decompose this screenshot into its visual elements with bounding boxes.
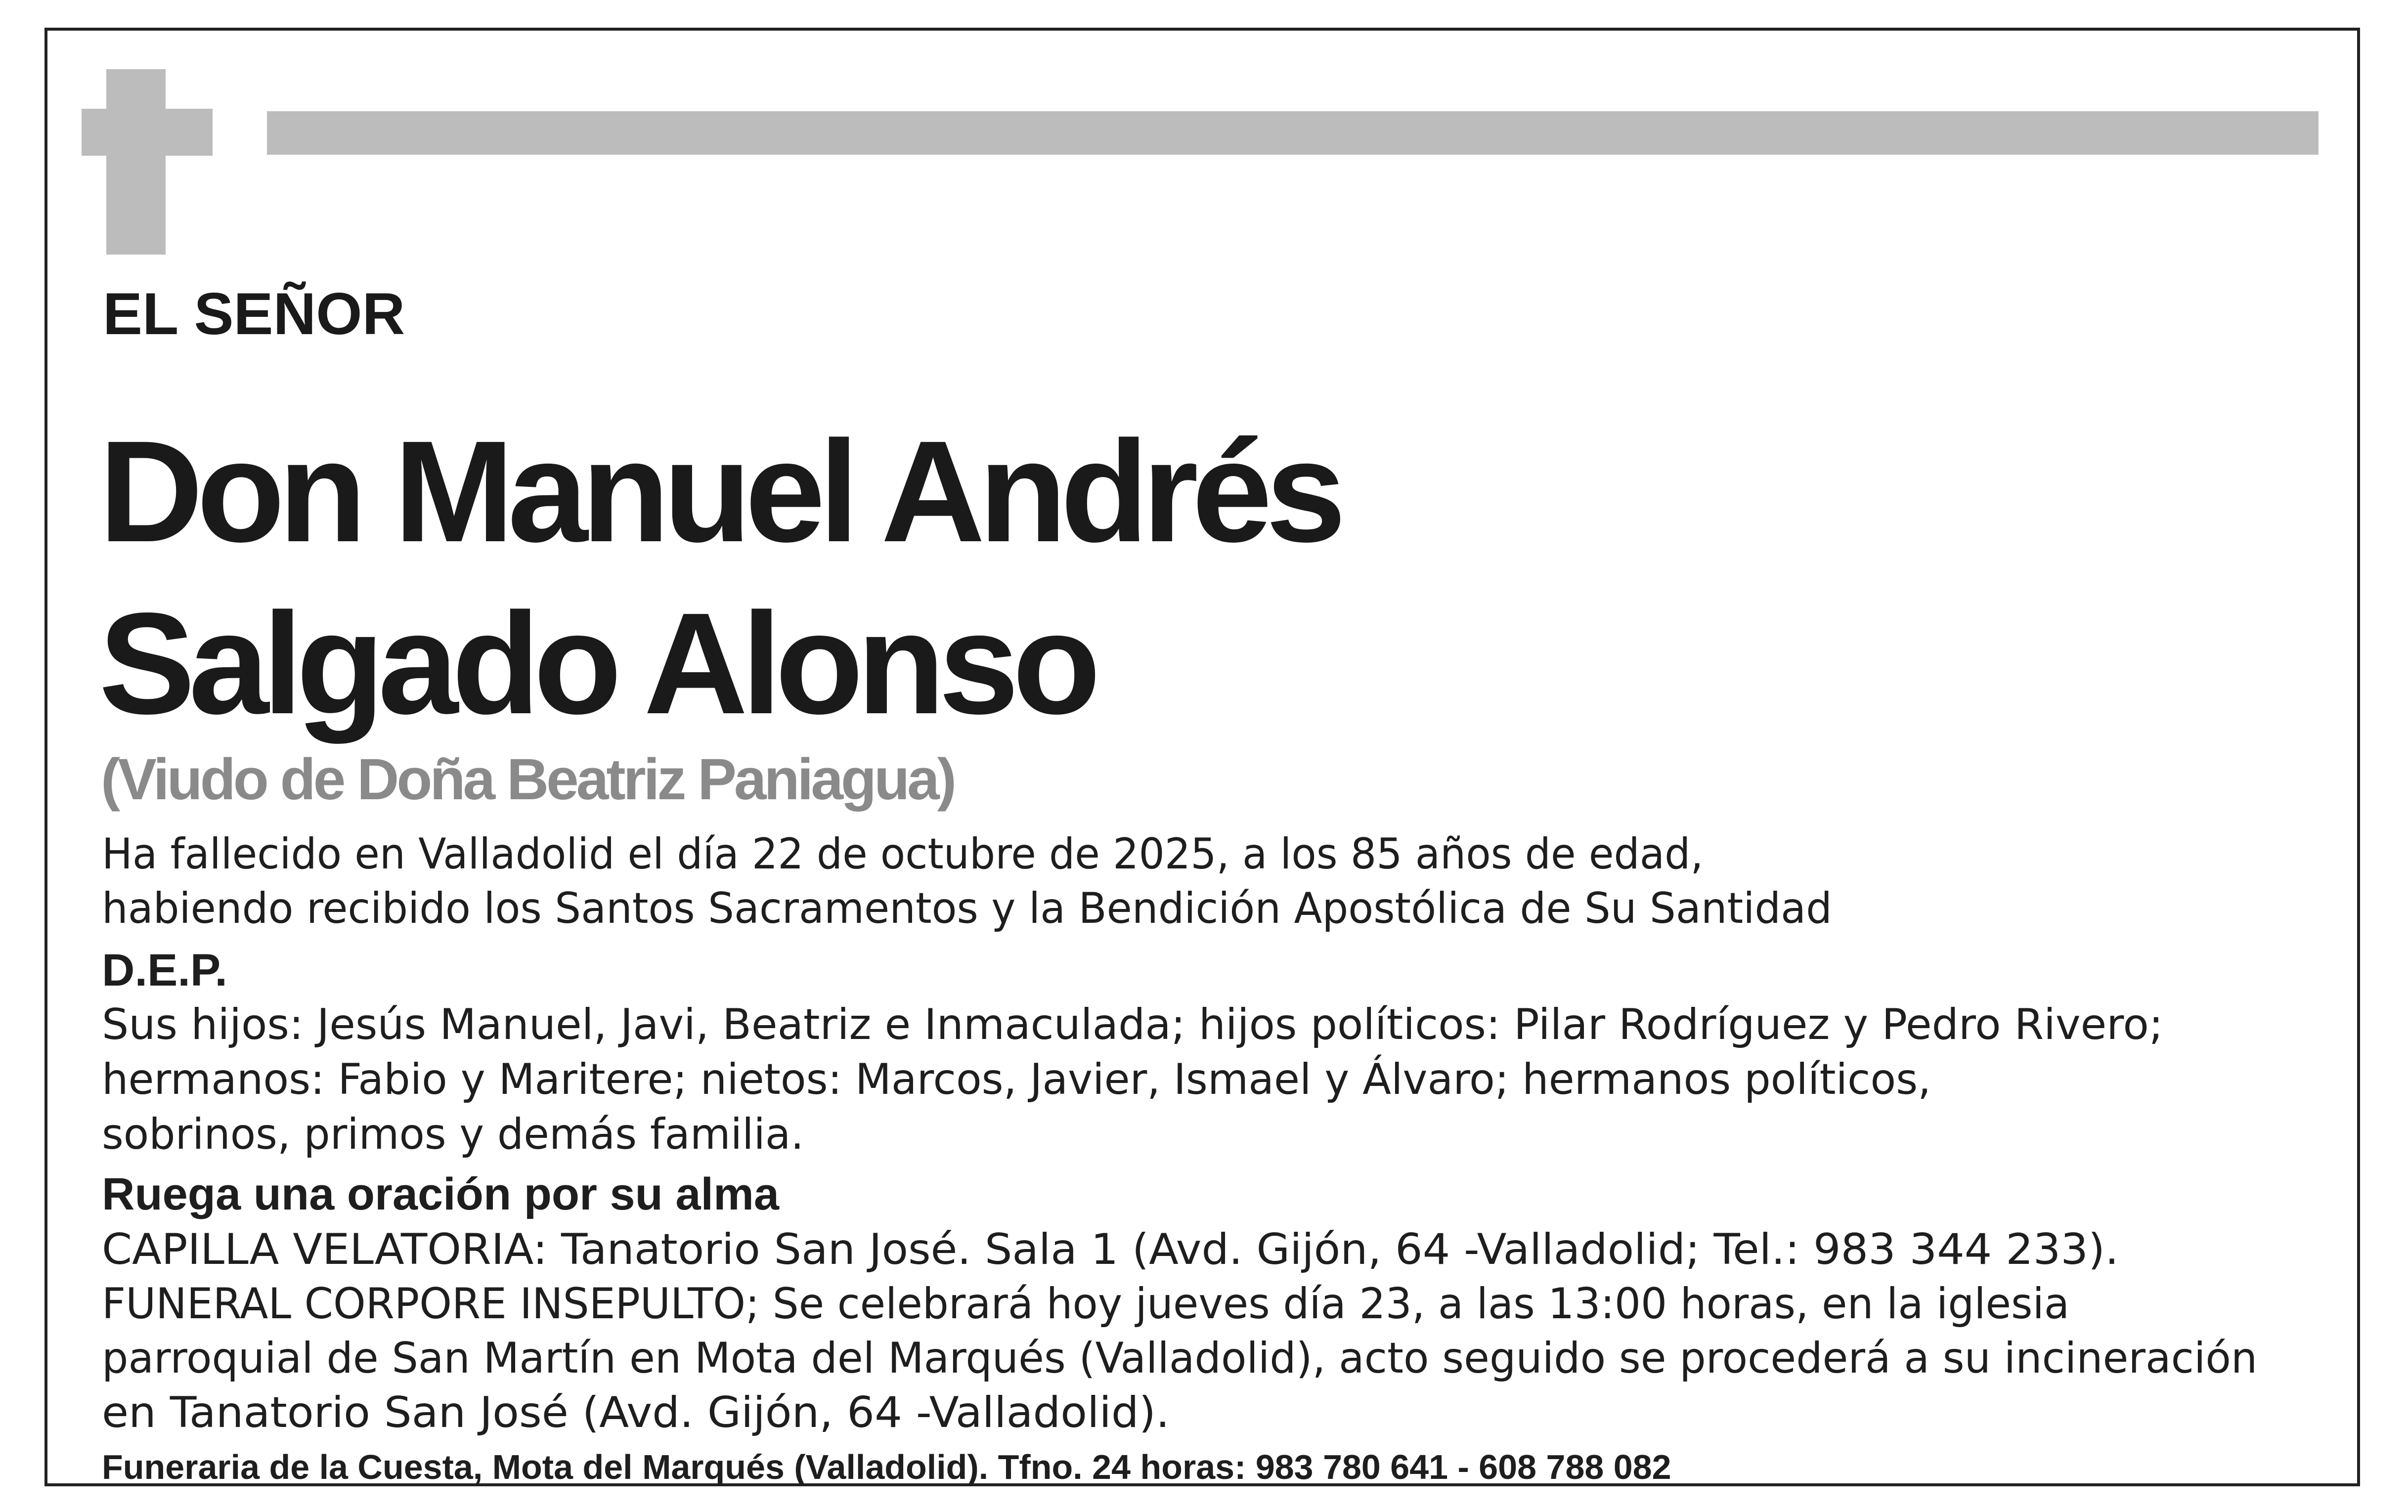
cross-horizontal-bar: [82, 109, 213, 156]
service-line: en Tanatorio San José (Avd. Gijón, 64 -Valladolid).: [102, 1388, 1170, 1437]
deceased-name-line-1: Don Manuel Andrés: [99, 411, 1340, 572]
honorific-label: EL SEÑOR: [103, 281, 405, 347]
service-line: parroquial de San Martín en Mota del Marqués (Valladolid), acto seguido se procederá a su incineración: [102, 1334, 2258, 1383]
announcement-line: habiendo recibido los Santos Sacramentos y la Bendición Apostólica de Su Santidad: [102, 884, 1832, 933]
announcement-line: Ha fallecido en Valladolid el día 22 de octubre de 2025, a los 85 años de edad,: [102, 829, 1704, 879]
cross-vertical-bar: [106, 69, 166, 255]
header-rule: [267, 111, 2319, 155]
family-line: Sus hijos: Jesús Manuel, Javi, Beatriz e Inmaculada; hijos políticos: Pilar Rodríguez y Pedro Rivero;: [102, 1000, 2163, 1049]
family-line: sobrinos, primos y demás familia.: [102, 1110, 804, 1159]
rip-label: D.E.P.: [102, 945, 227, 995]
deceased-name-line-2: Salgado Alonso: [99, 583, 1095, 744]
funeral-home-footer: Funeraria de la Cuesta, Mota del Marqués (Valladolid). Tfno. 24 horas: 983 780 641 - 608 788 082: [102, 1448, 1671, 1486]
prayer-request: Ruega una oración por su alma: [102, 1169, 780, 1219]
widow-note: (Viudo de Doña Beatriz Paniagua): [101, 747, 955, 812]
service-line: FUNERAL CORPORE INSEPULTO; Se celebrará hoy jueves día 23, a las 13:00 horas, en la iglesia: [102, 1279, 2070, 1329]
family-line: hermanos: Fabio y Maritere; nietos: Marcos, Javier, Ismael y Álvaro; hermanos políticos,: [102, 1055, 1931, 1104]
service-line: CAPILLA VELATORIA: Tanatorio San José. Sala 1 (Avd. Gijón, 64 -Valladolid; Tel.: 983 344 233).: [102, 1225, 2119, 1274]
